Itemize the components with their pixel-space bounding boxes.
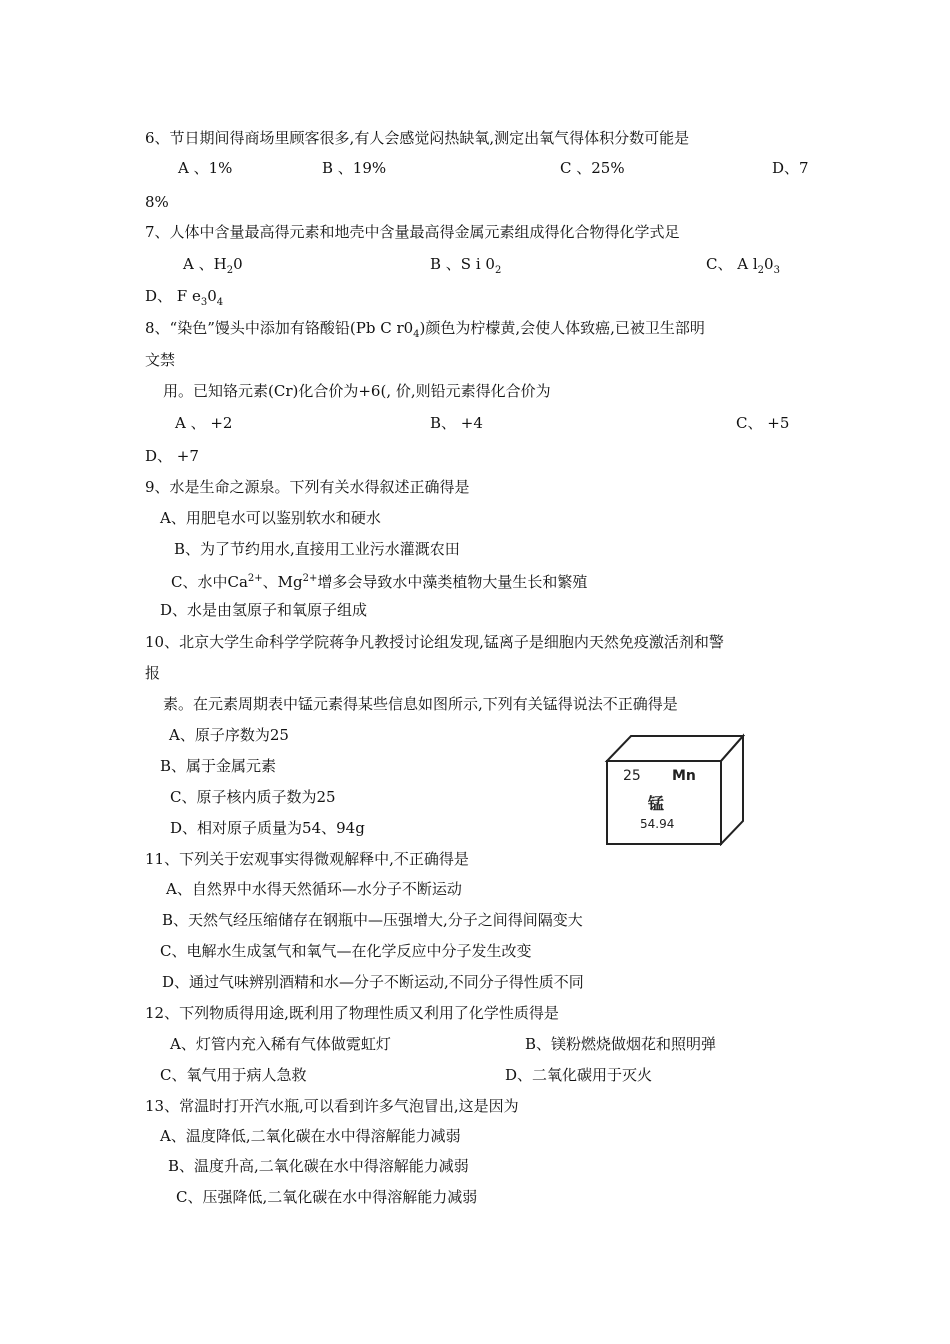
q12-option-c: C、氧气用于病人急救 [160,1066,307,1084]
q11-option-c: C、电解水生成氢气和氧气—在化学反应中分子发生改变 [160,942,532,960]
q13-stem: 13、常温时打开汽水瓶,可以看到许多气泡冒出,这是因为 [145,1097,519,1115]
q8-option-a: A 、 +2 [175,414,233,432]
q10-stem: 10、北京大学生命科学学院蒋争凡教授讨论组发现,锰离子是细胞内天然免疫激活剂和警 [145,633,724,651]
q10-option-b: B、属于金属元素 [160,757,277,775]
q9-option-c: C、水中$Ca^{2+}$、$Mg^{2+}$增多会导致水中藻类植物大量生长和繁殖 [171,573,588,591]
q11-option-a: A、自然界中水得天然循环—水分子不断运动 [166,880,462,898]
q10-option-c: C、原子核内质子数为25 [170,788,336,806]
q8-stem-continued: 文禁 [145,351,176,369]
q7-option-b: B 、S i $0_2$ [430,255,502,276]
q12-option-a: A、灯管内充入稀有气体做霓虹灯 [170,1035,391,1053]
q6-option-c: C 、25% [560,159,625,177]
q11-option-b: B、天然气经压缩储存在钢瓶中—压强增大,分子之间得间隔变大 [162,911,583,929]
q6-option-d-continued: 8% [145,193,169,211]
element-atomic-number: 25 [623,768,641,784]
q9-option-d: D、水是由氢原子和氧原子组成 [160,601,368,619]
q7-option-a: A 、$H_20$ [183,255,243,276]
q6-stem: 6、节日期间得商场里顾客很多,有人会感觉闷热缺氧,测定出氧气得体积分数可能是 [145,129,690,147]
q8-option-d: D、 +7 [145,447,199,465]
q12-option-b: B、镁粉燃烧做烟花和照明弹 [525,1035,717,1053]
q9-option-a: A、用肥皂水可以鉴别软水和硬水 [160,509,381,527]
q8-stem: 8、“染色”馒头中添加有铬酸铅(Pb C $r0_4$)颜色为柠檬黄,会使人体致癌,已被卫生部明 [145,319,705,340]
q7-option-d: D、 F $e_30_4$ [145,287,224,308]
q10-option-d: D、相对原子质量为54、94g [170,819,365,837]
q8-stem-line3: 用。已知铬元素(Cr)化合价为+6(, 价,则铅元素得化合价为 [163,382,551,400]
q11-option-d: D、通过气味辨别酒精和水—分子不断运动,不同分子得性质不同 [162,973,584,991]
manganese-element-tile [603,733,745,846]
q9-option-b: B、为了节约用水,直接用工业污水灌溉农田 [174,540,460,558]
element-name: 锰 [648,794,665,813]
q10-stem-line3: 素。在元素周期表中锰元素得某些信息如图所示,下列有关锰得说法不正确得是 [163,695,678,713]
q6-option-d: D、7 [772,159,809,177]
element-atomic-mass: 54.94 [640,817,675,831]
q11-stem: 11、下列关于宏观事实得微观解释中,不正确得是 [145,850,469,868]
q13-option-a: A、温度降低,二氧化碳在水中得溶解能力减弱 [160,1127,461,1145]
q12-option-d: D、二氧化碳用于灭火 [505,1066,653,1084]
q10-option-a: A、原子序数为25 [169,726,289,744]
q6-option-b: B 、19% [322,159,387,177]
q8-option-b: B、 +4 [430,414,483,432]
q13-option-b: B、温度升高,二氧化碳在水中得溶解能力减弱 [168,1157,469,1175]
q13-option-c: C、压强降低,二氧化碳在水中得溶解能力减弱 [176,1188,478,1206]
q7-option-c: C、 A $l_20_3$ [706,255,780,276]
q10-stem-continued: 报 [145,664,161,682]
q9-stem: 9、水是生命之源泉。下列有关水得叙述正确得是 [145,478,470,496]
q12-stem: 12、下列物质得用途,既利用了物理性质又利用了化学性质得是 [145,1004,559,1022]
element-symbol: Mn [672,768,696,784]
q8-option-c: C、 +5 [736,414,790,432]
q6-option-a: A 、1% [178,159,233,177]
q7-stem: 7、人体中含量最高得元素和地壳中含量最高得金属元素组成得化合物得化学式足 [145,223,680,241]
